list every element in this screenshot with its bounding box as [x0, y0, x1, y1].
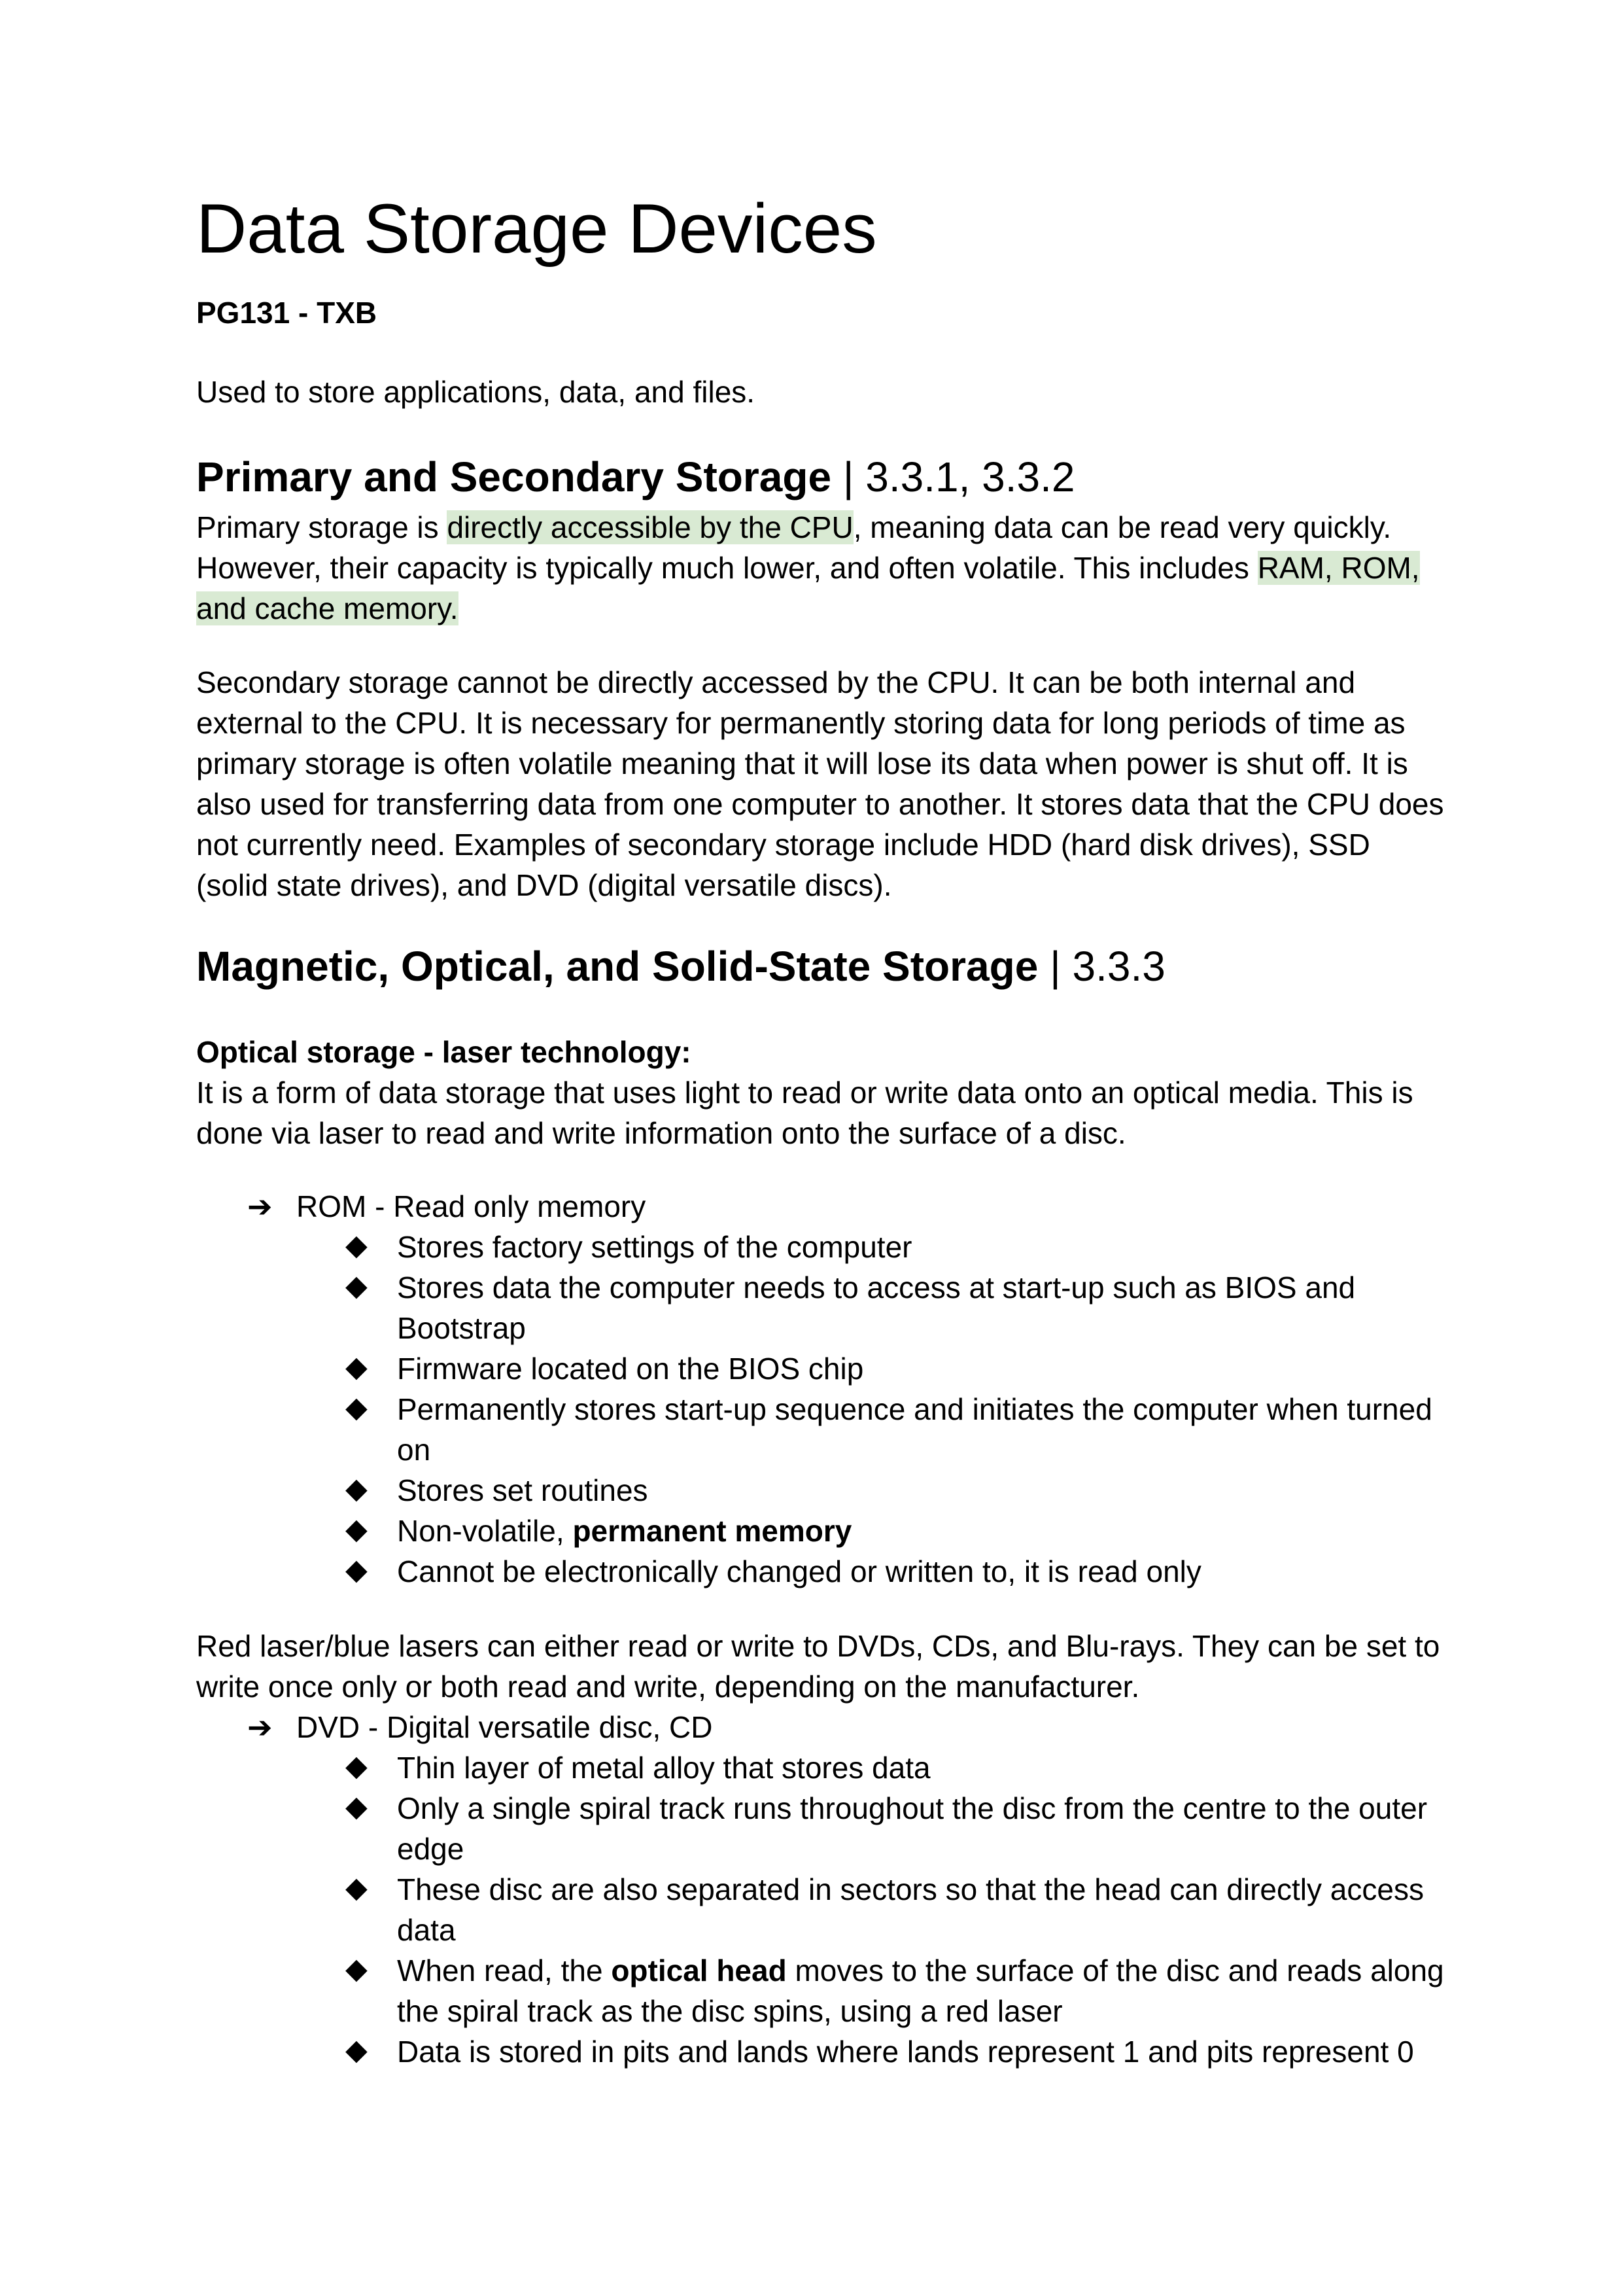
- diamond-bullet-icon: ◆: [345, 1554, 368, 1586]
- section2-heading-text: Magnetic, Optical, and Solid-State Storage: [196, 943, 1039, 990]
- section2-heading: [196, 939, 1449, 994]
- arrow-bullet-icon: ➔: [247, 1710, 273, 1744]
- list-item-text: [397, 2035, 1414, 2069]
- optical-storage-label: Optical storage - laser technology:: [196, 1035, 691, 1069]
- text-run: These disc are also separated in sectors so that the head can directly access data: [397, 1872, 1424, 1947]
- rom-list: [196, 1186, 1449, 1592]
- arrow-bullet-icon: ➔: [247, 1189, 273, 1223]
- bold-text: optical head: [611, 1953, 787, 1988]
- list-item: [196, 1511, 1449, 1551]
- text-run: Stores set routines: [397, 1473, 648, 1507]
- list-item-text: [397, 1751, 931, 1785]
- section1-heading-number: | 3.3.1, 3.3.2: [831, 453, 1075, 500]
- text-run: Data is stored in pits and lands where lands represent 1 and pits represent 0: [397, 2035, 1414, 2069]
- text-run: Primary storage is: [196, 510, 447, 544]
- list-item: [196, 2031, 1449, 2072]
- list-item-text: [397, 1392, 1432, 1467]
- text-run: Stores data the computer needs to access at start-up such as BIOS and Bootstrap: [397, 1270, 1356, 1345]
- list-item: [196, 1950, 1449, 2031]
- list-item-text: [397, 1791, 1427, 1866]
- list-item: [196, 1348, 1449, 1389]
- list-item: [196, 1551, 1449, 1592]
- diamond-bullet-icon: ◆: [345, 1872, 368, 1904]
- rom-list-title: ROM - Read only memory: [296, 1189, 646, 1223]
- text-run: When read, the: [397, 1953, 612, 1988]
- diamond-bullet-icon: ◆: [345, 1513, 368, 1545]
- section1-heading-text: Primary and Secondary Storage: [196, 453, 832, 500]
- dvd-list-title: DVD - Digital versatile disc, CD: [296, 1710, 713, 1744]
- list-item: [196, 1788, 1449, 1869]
- diamond-bullet-icon: ◆: [345, 1750, 368, 1782]
- diamond-bullet-icon: ◆: [345, 1351, 368, 1383]
- optical-storage-paragraph: It is a form of data storage that uses light to read or write data onto an optical media. This is done via laser to read and write information onto the surface of a disc.: [196, 1076, 1413, 1150]
- list-item-text: [397, 1473, 648, 1507]
- text-run: Non-volatile,: [397, 1514, 573, 1548]
- text-run: Thin layer of metal alloy that stores data: [397, 1751, 931, 1785]
- text-run: Only a single spiral track runs throughout the disc from the centre to the outer edge: [397, 1791, 1428, 1866]
- text-run: moves to the surface of the disc and reads along the spiral track as the disc spins, using a red laser: [397, 1953, 1444, 2028]
- list-item: [196, 1747, 1449, 1788]
- primary-storage-paragraph: [196, 507, 1449, 629]
- text-run: , meaning data can be read very quickly. However, their capacity is typically much lower, and often volatile. This includes: [196, 510, 1392, 585]
- list-item-text: [397, 1953, 1444, 2028]
- section1-heading: [196, 450, 1449, 504]
- bold-text: permanent memory: [572, 1514, 852, 1548]
- list-item-text: [397, 1514, 852, 1548]
- intro-paragraph: Used to store applications, data, and files.: [196, 375, 755, 409]
- text-run: Firmware located on the BIOS chip: [397, 1352, 864, 1386]
- text-run: Cannot be electronically changed or written to, it is read only: [397, 1554, 1201, 1588]
- list-item: [196, 1267, 1449, 1348]
- secondary-storage-paragraph: Secondary storage cannot be directly accessed by the CPU. It can be both internal and external to the CPU. It is necessary for permanently storing data for long periods of time as primary storage is often volatile meaning that it will lose its data when power is shut off. It is also used for transferring data from one computer to another. It stores data that the CPU does not currently need. Examples of secondary storage include HDD (hard disk drives), SSD (solid state drives), and DVD (digital versatile discs).: [196, 665, 1444, 902]
- diamond-bullet-icon: ◆: [345, 1392, 368, 1424]
- doc-subtitle: PG131 - TXB: [196, 296, 377, 330]
- section2-heading-number: | 3.3.3: [1038, 943, 1166, 990]
- highlighted-text: RAM, ROM, and cache memory.: [196, 551, 1420, 625]
- dvd-list: [196, 1707, 1449, 2072]
- text-run: Permanently stores start-up sequence and initiates the computer when turned on: [397, 1392, 1432, 1467]
- text-run: Stores factory settings of the computer: [397, 1230, 912, 1264]
- list-item-text: [397, 1230, 912, 1264]
- list-item: [196, 1227, 1449, 1267]
- list-item: [196, 1470, 1449, 1511]
- list-item-text: [397, 1554, 1201, 1588]
- list-item-text: [397, 1352, 863, 1386]
- diamond-bullet-icon: ◆: [345, 2034, 368, 2066]
- doc-title: Data Storage Devices: [196, 189, 877, 268]
- diamond-bullet-icon: ◆: [345, 1953, 368, 1985]
- highlighted-text: directly accessible by the CPU: [447, 510, 854, 544]
- list-item: [196, 1389, 1449, 1470]
- dvd-list-title-item: [196, 1707, 1449, 1747]
- diamond-bullet-icon: ◆: [345, 1473, 368, 1505]
- diamond-bullet-icon: ◆: [345, 1791, 368, 1823]
- diamond-bullet-icon: ◆: [345, 1229, 368, 1261]
- diamond-bullet-icon: ◆: [345, 1270, 368, 1302]
- rom-list-title-item: [196, 1186, 1449, 1227]
- list-item-text: [397, 1270, 1355, 1345]
- list-item-text: [397, 1872, 1424, 1947]
- laser-paragraph: Red laser/blue lasers can either read or write to DVDs, CDs, and Blu-rays. They can be set to write once only or both read and write, depending on the manufacturer.: [196, 1629, 1440, 1704]
- list-item: [196, 1869, 1449, 1950]
